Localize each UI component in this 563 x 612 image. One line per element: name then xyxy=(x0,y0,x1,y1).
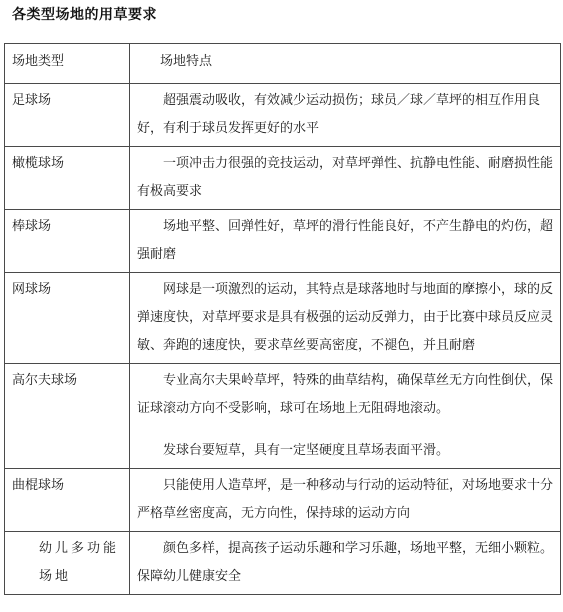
field-type-cell: 曲棍球场 xyxy=(5,469,130,532)
table-row-kids xyxy=(5,532,561,595)
field-type-cell: 高尔夫球场 xyxy=(5,364,130,469)
field-features-cell xyxy=(130,364,561,469)
table-row-rugby xyxy=(5,147,561,210)
field-requirements-table xyxy=(4,43,561,595)
table-row-hockey xyxy=(5,469,561,532)
features-text: 发球台要短草，具有一定坚硬度且草场表面平滑。 xyxy=(163,443,450,458)
field-features-cell xyxy=(130,84,561,147)
field-type-cell: 足球场 xyxy=(5,84,130,147)
field-type-cell: 橄榄球场 xyxy=(5,147,130,210)
features-text: 只能使用人造草坪，是一种移动与行动的运动特征，对场地要求十分严格草丝密度高，无方向性，保持球的运动方向 xyxy=(137,478,554,521)
field-features-cell xyxy=(130,273,561,364)
field-features-cell xyxy=(130,532,561,595)
field-type-cell: 幼儿多功能场地 xyxy=(5,532,130,595)
features-text: 超强震动吸收，有效减少运动损伤；球员／球／草坪的相互作用良好，有利于球员发挥更好的水平 xyxy=(137,93,541,136)
table-row-baseball xyxy=(5,210,561,273)
header-field-features: 场地特点 xyxy=(130,44,561,84)
features-text: 专业高尔夫果岭草坪，特殊的曲草结构，确保草丝无方向性倒伏，保证球滚动方向不受影响，球可在场地上无阻碍地滚动。 xyxy=(137,373,554,416)
table-header-row xyxy=(5,44,561,84)
header-field-type: 场地类型 xyxy=(5,44,130,84)
field-type-cell: 网球场 xyxy=(5,273,130,364)
features-text: 网球是一项激烈的运动，其特点是球落地时与地面的摩擦小，球的反弹速度快，对草坪要求是具有极强的运动反弹力，由于比赛中球员反应灵敏、奔跑的速度快，要求草丝要高密度，不褪色，并且耐磨 xyxy=(137,282,554,353)
features-text: 一项冲击力很强的竞技运动，对草坪弹性、抗静电性能、耐磨损性能有极高要求 xyxy=(137,156,554,199)
table-row-football xyxy=(5,84,561,147)
features-text: 场地平整、回弹性好，草坪的滑行性能良好，不产生静电的灼伤，超强耐磨 xyxy=(137,219,554,262)
features-text: 颜色多样，提高孩子运动乐趣和学习乐趣，场地平整，无细小颗粒。保障幼儿健康安全 xyxy=(137,541,554,584)
page-title: 各类型场地的用草要求 xyxy=(12,7,157,23)
table-row-tennis xyxy=(5,273,561,364)
field-type-cell: 棒球场 xyxy=(5,210,130,273)
field-features-cell xyxy=(130,147,561,210)
table-row-golf xyxy=(5,364,561,469)
field-features-cell xyxy=(130,210,561,273)
field-features-cell xyxy=(130,469,561,532)
